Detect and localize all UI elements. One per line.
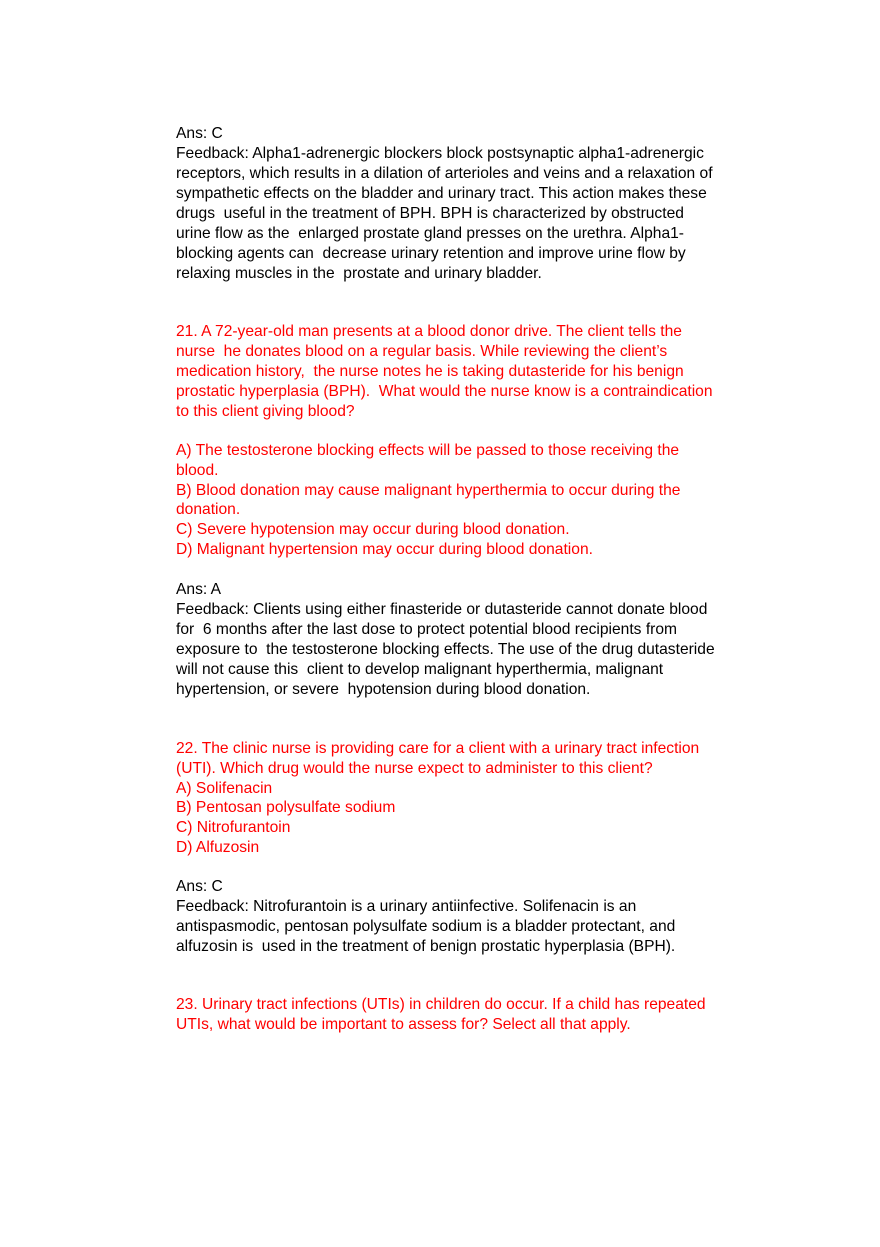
question-21-line: 21. A 72-year-old man presents at a blood donor drive. The client tells the	[176, 323, 682, 340]
question-21-option: donation.	[176, 501, 241, 518]
feedback-line: Feedback: Clients using either finasteride or dutasteride cannot donate blood	[176, 601, 708, 618]
question-22-option: C) Nitrofurantoin	[176, 819, 291, 836]
question-23-line: UTIs, what would be important to assess for? Select all that apply.	[176, 1016, 631, 1033]
question-22-line: (UTI). Which drug would the nurse expect to administer to this client?	[176, 760, 653, 777]
feedback-line: antispasmodic, pentosan polysulfate sodium is a bladder protectant, and	[176, 918, 676, 935]
feedback-line: urine flow as the enlarged prostate gland presses on the urethra. Alpha1-	[176, 225, 684, 242]
feedback-line: for 6 months after the last dose to protect potential blood recipients from	[176, 621, 678, 638]
feedback-line: drugs useful in the treatment of BPH. BPH is characterized by obstructed	[176, 205, 684, 222]
question-21-option: A) The testosterone blocking effects will be passed to those receiving the	[176, 442, 680, 459]
answer-label: Ans: C	[176, 878, 223, 895]
answer-label: Ans: C	[176, 125, 223, 142]
question-21-line: to this client giving blood?	[176, 403, 355, 420]
question-21-line: medication history, the nurse notes he is taking dutasteride for his benign	[176, 363, 684, 380]
question-21-line: prostatic hyperplasia (BPH). What would the nurse know is a contraindication	[176, 383, 713, 400]
question-22-option: A) Solifenacin	[176, 780, 273, 797]
question-21-option: D) Malignant hypertension may occur during blood donation.	[176, 541, 593, 558]
feedback-line: blocking agents can decrease urinary retention and improve urine flow by	[176, 245, 686, 262]
feedback-line: exposure to the testosterone blocking effects. The use of the drug dutasteride	[176, 641, 715, 658]
question-23-line: 23. Urinary tract infections (UTIs) in children do occur. If a child has repeated	[176, 996, 706, 1013]
feedback-line: Feedback: Nitrofurantoin is a urinary antiinfective. Solifenacin is an	[176, 898, 637, 915]
feedback-line: Feedback: Alpha1-adrenergic blockers block postsynaptic alpha1-adrenergic	[176, 145, 704, 162]
feedback-line: hypertension, or severe hypotension during blood donation.	[176, 681, 591, 698]
question-22-option: D) Alfuzosin	[176, 839, 260, 856]
answer-label: Ans: A	[176, 581, 222, 598]
feedback-line: alfuzosin is used in the treatment of benign prostatic hyperplasia (BPH).	[176, 938, 676, 955]
feedback-line: will not cause this client to develop malignant hyperthermia, malignant	[176, 661, 664, 678]
question-21-option: blood.	[176, 462, 219, 479]
feedback-line: receptors, which results in a dilation of arterioles and veins and a relaxation of	[176, 165, 713, 182]
feedback-line: relaxing muscles in the prostate and urinary bladder.	[176, 265, 542, 282]
feedback-line: sympathetic effects on the bladder and urinary tract. This action makes these	[176, 185, 707, 202]
question-21-option: B) Blood donation may cause malignant hyperthermia to occur during the	[176, 482, 681, 499]
question-22-line: 22. The clinic nurse is providing care for a client with a urinary tract infection	[176, 740, 700, 757]
question-21-option: C) Severe hypotension may occur during blood donation.	[176, 521, 570, 538]
question-22-option: B) Pentosan polysulfate sodium	[176, 799, 396, 816]
question-21-line: nurse he donates blood on a regular basis. While reviewing the client’s	[176, 343, 668, 360]
